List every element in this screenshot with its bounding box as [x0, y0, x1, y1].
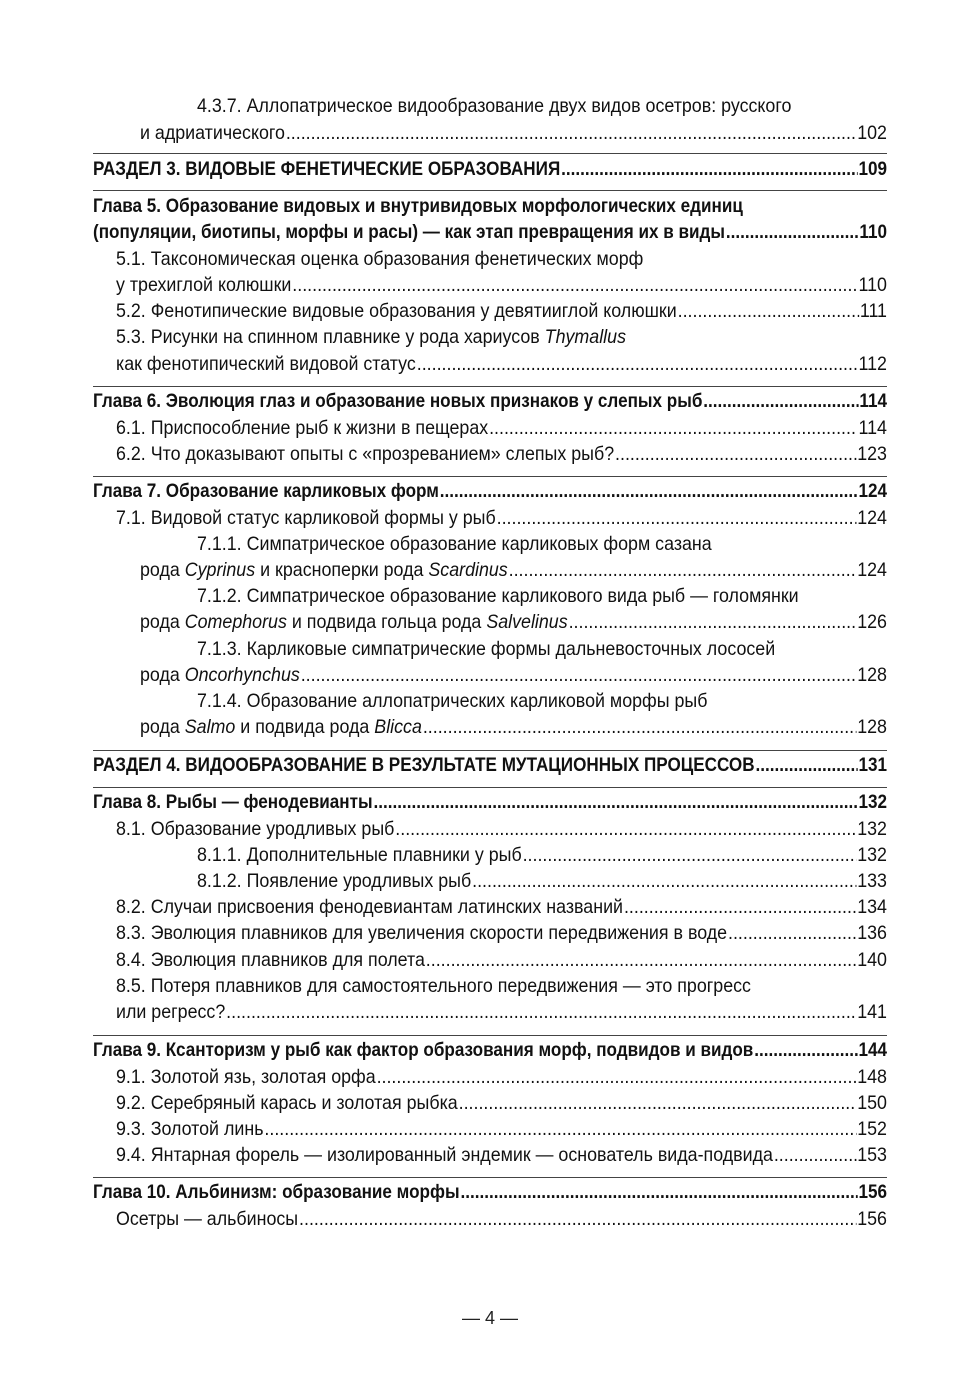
dot-leader — [523, 842, 857, 868]
page-number-ref: 156 — [857, 1208, 887, 1230]
toc-entry — [0, 351, 897, 377]
dot-leader — [423, 714, 856, 740]
toc-entry — [0, 947, 897, 973]
latin-name: Thymallus — [544, 326, 626, 348]
toc-entry-title — [197, 868, 471, 894]
toc-entry-title — [116, 298, 677, 324]
toc-entry — [0, 272, 897, 298]
page-number-ref: 109 — [858, 159, 887, 180]
toc-entry-title — [197, 636, 775, 662]
dot-leader — [395, 816, 856, 842]
dot-leader — [561, 157, 857, 183]
toc-entry — [0, 298, 897, 324]
toc-entry-title — [116, 973, 751, 999]
title-text: рода — [139, 664, 185, 686]
page-number-ref: 124 — [857, 507, 887, 529]
toc-entry — [0, 441, 897, 467]
toc-entry-title — [116, 999, 225, 1025]
toc-entry — [0, 868, 897, 894]
page-number-ref: 132 — [858, 792, 887, 813]
toc-entry-title — [116, 246, 643, 272]
title-text: Глава 7. Образование карликовых форм — [92, 481, 439, 502]
title-text: РАЗДЕЛ 4. ВИДООБРАЗОВАНИЕ В РЕЗУЛЬТАТЕ МУТАЦИОННЫХ ПРОЦЕССОВ — [92, 755, 755, 776]
latin-name: Scardinus — [428, 559, 508, 581]
dot-leader — [774, 1142, 856, 1168]
page-number-ref: 110 — [859, 222, 887, 243]
toc-heading — [0, 790, 887, 816]
toc-entry-title — [140, 557, 508, 583]
title-text: Глава 10. Альбинизм: образование морфы — [92, 1182, 460, 1203]
toc-entry — [0, 1116, 897, 1142]
toc-entry-title — [93, 753, 755, 779]
title-text: как фенотипический видовой статус — [115, 353, 416, 375]
title-text: 8.4. Эволюция плавников для полета — [115, 949, 425, 971]
title-text: 5.3. Рисунки на спинном плавнике у рода хариусов — [115, 326, 545, 348]
toc-entry-title — [116, 1142, 773, 1168]
separator-rule — [93, 476, 887, 477]
toc-entry — [0, 816, 897, 842]
toc-heading — [0, 157, 887, 183]
toc-entry-title — [116, 1090, 458, 1116]
dot-leader — [755, 753, 857, 779]
toc-heading — [0, 389, 887, 415]
title-text: 8.3. Эволюция плавников для увеличения скорости передвижения в воде — [115, 922, 728, 944]
latin-name: Oncorhynchus — [184, 664, 300, 686]
title-text: РАЗДЕЛ 3. ВИДОВЫЕ ФЕНЕТИЧЕСКИЕ ОБРАЗОВАНИЯ — [92, 159, 561, 180]
toc-entry-title — [93, 790, 373, 816]
title-text: 8.5. Потеря плавников для самостоятельного передвижения — это прогресс — [115, 975, 751, 997]
separator-rule — [93, 386, 887, 387]
toc-entry — [0, 324, 897, 350]
toc-entry — [0, 920, 897, 946]
separator-rule — [93, 750, 887, 751]
toc-entry-title — [140, 714, 422, 740]
separator-rule — [93, 1035, 887, 1036]
dot-leader — [472, 868, 856, 894]
latin-name: Salmo — [184, 716, 236, 738]
title-text: 5.2. Фенотипические видовые образования у девятииглой колюшки — [115, 300, 677, 322]
page-number-ref: 150 — [857, 1092, 887, 1114]
toc-entry-title — [116, 415, 488, 441]
page-number-ref: 156 — [858, 1182, 887, 1203]
title-text: и подвида гольца рода — [286, 611, 487, 633]
dot-leader — [292, 272, 857, 298]
dot-leader — [509, 557, 857, 583]
toc-entry-title — [116, 441, 614, 467]
separator-rule — [93, 1177, 887, 1178]
page-number-ref: 132 — [857, 818, 887, 840]
title-text: Осетры — альбиносы — [115, 1208, 299, 1230]
toc-entry — [0, 662, 897, 688]
title-text: 6.2. Что доказывают опыты с «прозреванием» слепых рыб? — [115, 443, 615, 465]
toc-entry-title — [93, 194, 743, 220]
page-number-ref: 132 — [857, 844, 887, 866]
dot-leader — [703, 389, 858, 415]
title-text: 7.1.4. Образование аллопатрических карликовой морфы рыб — [196, 690, 708, 712]
toc-entry-title — [116, 920, 727, 946]
page-number-ref: 110 — [858, 274, 887, 296]
toc-entry-title — [197, 842, 522, 868]
dot-leader — [299, 1206, 856, 1232]
toc-heading — [0, 194, 882, 220]
page-number-ref: 114 — [858, 417, 887, 439]
page-number-ref: 140 — [857, 949, 887, 971]
toc-entry — [0, 505, 897, 531]
toc-entry-title — [93, 389, 702, 415]
title-text: 7.1. Видовой статус карликовой формы у рыб — [115, 507, 496, 529]
toc-entry-title — [116, 894, 623, 920]
dot-leader — [569, 609, 857, 635]
toc-entry — [0, 688, 897, 714]
title-text: 8.1.2. Появление уродливых рыб — [196, 870, 472, 892]
page-number-ref: 141 — [857, 1001, 887, 1023]
page-number-ref: 144 — [858, 1040, 887, 1061]
title-text: 9.2. Серебряный карась и золотая рыбка — [115, 1092, 458, 1114]
toc-entry — [0, 999, 897, 1025]
toc-entry — [0, 973, 897, 999]
toc-entry — [0, 1142, 897, 1168]
toc-heading — [0, 1038, 887, 1064]
toc-entry-title — [93, 157, 560, 183]
dot-leader — [264, 1116, 856, 1142]
toc-entry — [0, 714, 897, 740]
page-number-ref: 131 — [858, 755, 887, 776]
separator-rule — [93, 190, 887, 191]
toc-entry — [0, 93, 897, 119]
toc-entry-title — [140, 120, 285, 146]
title-text: 9.1. Золотой язь, золотая орфа — [115, 1066, 376, 1088]
dot-leader — [417, 351, 858, 377]
dot-leader — [426, 947, 856, 973]
title-text: 7.1.2. Симпатрическое образование карликового вида рыб — голомянки — [196, 585, 799, 607]
toc-entry — [0, 415, 897, 441]
title-text: 8.1.1. Дополнительные плавники у рыб — [196, 844, 522, 866]
toc-entry — [0, 246, 897, 272]
page-number-ref: 134 — [857, 896, 887, 918]
toc-entry — [0, 531, 897, 557]
toc-entry-title — [116, 324, 626, 350]
dot-leader — [726, 220, 859, 246]
toc-entry — [0, 1064, 897, 1090]
toc-entry-title — [116, 947, 425, 973]
toc-heading — [0, 479, 887, 505]
title-text: 5.1. Таксономическая оценка образования фенетических морф — [115, 248, 644, 270]
latin-name: Comephorus — [184, 611, 287, 633]
page-number-ref: 111 — [859, 300, 887, 322]
page-number-ref: 128 — [857, 716, 887, 738]
dot-leader — [497, 505, 857, 531]
page-number-ref: 124 — [857, 559, 887, 581]
page-number-ref: 133 — [857, 870, 887, 892]
latin-name: Blicca — [374, 716, 422, 738]
title-text: и адриатического — [139, 122, 285, 144]
page-number-ref: 124 — [858, 481, 887, 502]
title-text: рода — [139, 611, 185, 633]
toc-entry — [0, 894, 897, 920]
separator-rule — [93, 787, 887, 788]
dot-leader — [286, 120, 856, 146]
toc-entry-title — [197, 531, 712, 557]
title-text: и подвида рода — [235, 716, 375, 738]
toc-entry — [0, 636, 897, 662]
page-number-ref: 136 — [857, 922, 887, 944]
separator-rule — [93, 153, 887, 154]
title-text: 8.2. Случаи присвоения фенодевиантам латинских названий — [115, 896, 624, 918]
latin-name: Cyprinus — [184, 559, 256, 581]
dot-leader — [460, 1180, 857, 1206]
title-text: 7.1.1. Симпатрическое образование карликовых форм сазана — [196, 533, 712, 555]
title-text: рода — [139, 716, 185, 738]
toc-entry-title — [116, 1064, 376, 1090]
toc-heading — [0, 220, 887, 246]
toc-entry — [0, 583, 897, 609]
latin-name: Salvelinus — [486, 611, 568, 633]
toc-entry-title — [116, 505, 496, 531]
title-text: и красноперки рода — [255, 559, 429, 581]
dot-leader — [624, 894, 856, 920]
toc-entry-title — [197, 583, 799, 609]
title-text: или регресс? — [115, 1001, 226, 1023]
toc-entry-title — [116, 816, 394, 842]
dot-leader — [459, 1090, 857, 1116]
title-text: 9.4. Янтарная форель — изолированный эндемик — основатель вида-подвида — [115, 1144, 773, 1166]
toc-entry-title — [93, 479, 439, 505]
toc-entry-title — [116, 272, 291, 298]
page-number-ref: 126 — [857, 611, 887, 633]
page-number: — 4 — — [461, 1308, 518, 1328]
page-number-ref: 112 — [858, 353, 887, 375]
toc-entry-title — [197, 93, 791, 119]
title-text: 9.3. Золотой линь — [115, 1118, 264, 1140]
toc-entry-title — [116, 1206, 298, 1232]
title-text: Глава 9. Ксанторизм у рыб как фактор образования морф, подвидов и видов — [92, 1040, 754, 1061]
dot-leader — [728, 920, 856, 946]
toc-entry-title — [116, 351, 416, 377]
toc-entry-title — [140, 662, 300, 688]
toc-entry — [0, 120, 897, 146]
page-number-ref: 152 — [857, 1118, 887, 1140]
toc-entry — [0, 842, 897, 868]
toc-heading — [0, 753, 887, 779]
toc-entry-title — [140, 609, 568, 635]
toc-entry-title — [197, 688, 707, 714]
dot-leader — [489, 415, 858, 441]
title-text: Глава 8. Рыбы — фенодевианты — [92, 792, 373, 813]
page-number-ref: 148 — [857, 1066, 887, 1088]
toc-entry-title — [93, 220, 725, 246]
dot-leader — [301, 662, 857, 688]
page-number-ref: 114 — [859, 391, 887, 412]
toc-heading — [0, 1180, 887, 1206]
title-text: 6.1. Приспособление рыб к жизни в пещерах — [115, 417, 489, 439]
toc-entry — [0, 1090, 897, 1116]
dot-leader — [440, 479, 858, 505]
toc-entry-title — [93, 1038, 753, 1064]
toc-entry — [0, 609, 897, 635]
dot-leader — [615, 441, 856, 467]
dot-leader — [377, 1064, 857, 1090]
title-text: Глава 6. Эволюция глаз и образование новых признаков у слепых рыб — [92, 391, 703, 412]
title-text: рода — [139, 559, 185, 581]
toc-entry-title — [93, 1180, 460, 1206]
dot-leader — [678, 298, 859, 324]
toc-entry — [0, 1206, 897, 1232]
title-text: Глава 5. Образование видовых и внутривидовых морфологических единиц — [92, 196, 743, 217]
title-text: (популяции, биотипы, морфы и расы) — как этап превращения их в виды — [92, 222, 725, 243]
toc-entry — [0, 557, 897, 583]
toc-entry-title — [116, 1116, 264, 1142]
dot-leader — [754, 1038, 857, 1064]
dot-leader — [373, 790, 857, 816]
title-text: 8.1. Образование уродливых рыб — [115, 818, 395, 840]
page-number-ref: 153 — [857, 1144, 887, 1166]
title-text: у трехиглой колюшки — [115, 274, 292, 296]
title-text: 7.1.3. Карликовые симпатрические формы дальневосточных лососей — [196, 638, 776, 660]
title-text: 4.3.7. Аллопатрическое видообразование двух видов осетров: русского — [196, 95, 792, 117]
page-number-ref: 102 — [857, 122, 887, 144]
dot-leader — [226, 999, 856, 1025]
page-number-ref: 123 — [857, 443, 887, 465]
page-number-ref: 128 — [857, 664, 887, 686]
